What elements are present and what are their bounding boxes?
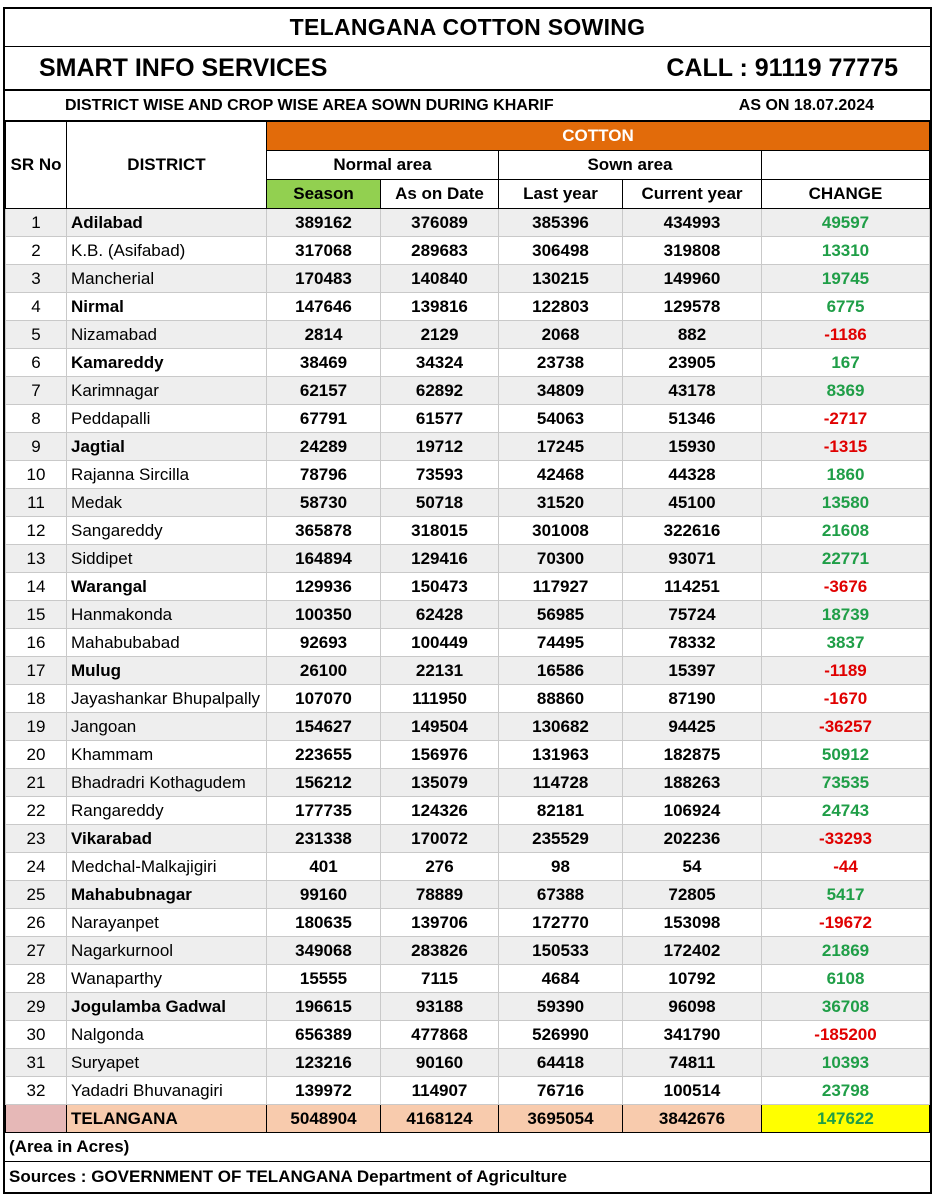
cell-district: Jogulamba Gadwal — [67, 993, 267, 1021]
table-row — [6, 909, 930, 937]
total-last-year: 3695054 — [499, 1105, 623, 1133]
cell-change: 73535 — [762, 769, 930, 797]
cell-district: Kamareddy — [67, 349, 267, 377]
cell-season: 180635 — [267, 909, 381, 937]
brand-bar — [5, 47, 930, 91]
cell-current-year: 45100 — [623, 489, 762, 517]
cell-current-year: 54 — [623, 853, 762, 881]
cell-as-on-date: 19712 — [381, 433, 499, 461]
cell-season: 170483 — [267, 265, 381, 293]
cell-district: Mulug — [67, 657, 267, 685]
cell-district: Yadadri Bhuvanagiri — [67, 1077, 267, 1105]
cell-change: -1670 — [762, 685, 930, 713]
units-note: (Area in Acres) — [5, 1133, 930, 1162]
cell-season: 196615 — [267, 993, 381, 1021]
cell-sr: 32 — [6, 1077, 67, 1105]
cell-as-on-date: 289683 — [381, 237, 499, 265]
cell-last-year: 74495 — [499, 629, 623, 657]
cell-district: Suryapet — [67, 1049, 267, 1077]
cell-season: 231338 — [267, 825, 381, 853]
table-row — [6, 237, 930, 265]
cell-current-year: 87190 — [623, 685, 762, 713]
cell-current-year: 149960 — [623, 265, 762, 293]
cell-sr: 23 — [6, 825, 67, 853]
cell-current-year: 100514 — [623, 1077, 762, 1105]
report-title: TELANGANA COTTON SOWING — [5, 9, 930, 47]
cell-as-on-date: 50718 — [381, 489, 499, 517]
cell-season: 139972 — [267, 1077, 381, 1105]
cell-sr: 22 — [6, 797, 67, 825]
cell-sr: 5 — [6, 321, 67, 349]
cell-season: 58730 — [267, 489, 381, 517]
cell-change: -2717 — [762, 405, 930, 433]
cell-last-year: 306498 — [499, 237, 623, 265]
cell-as-on-date: 477868 — [381, 1021, 499, 1049]
col-header-cotton: COTTON — [267, 122, 930, 151]
cell-current-year: 182875 — [623, 741, 762, 769]
cell-current-year: 94425 — [623, 713, 762, 741]
cell-district: Vikarabad — [67, 825, 267, 853]
cell-as-on-date: 135079 — [381, 769, 499, 797]
cell-current-year: 78332 — [623, 629, 762, 657]
cell-last-year: 122803 — [499, 293, 623, 321]
cell-as-on-date: 156976 — [381, 741, 499, 769]
table-row — [6, 685, 930, 713]
table-row — [6, 881, 930, 909]
cell-current-year: 172402 — [623, 937, 762, 965]
cell-sr: 9 — [6, 433, 67, 461]
cell-as-on-date: 22131 — [381, 657, 499, 685]
cell-last-year: 56985 — [499, 601, 623, 629]
col-header-blank — [762, 151, 930, 180]
cell-current-year: 15930 — [623, 433, 762, 461]
cell-season: 223655 — [267, 741, 381, 769]
cell-as-on-date: 140840 — [381, 265, 499, 293]
cell-as-on-date: 129416 — [381, 545, 499, 573]
cell-sr: 7 — [6, 377, 67, 405]
table-row — [6, 797, 930, 825]
cell-season: 92693 — [267, 629, 381, 657]
cell-last-year: 59390 — [499, 993, 623, 1021]
col-header-sr: SR No — [6, 122, 67, 209]
cell-as-on-date: 276 — [381, 853, 499, 881]
cell-last-year: 301008 — [499, 517, 623, 545]
table-row — [6, 321, 930, 349]
col-header-change: CHANGE — [762, 180, 930, 209]
cell-last-year: 114728 — [499, 769, 623, 797]
cell-sr: 26 — [6, 909, 67, 937]
cell-change: -1186 — [762, 321, 930, 349]
table-row — [6, 629, 930, 657]
cell-sr: 2 — [6, 237, 67, 265]
cell-current-year: 202236 — [623, 825, 762, 853]
col-header-district: DISTRICT — [67, 122, 267, 209]
cell-last-year: 82181 — [499, 797, 623, 825]
cell-district: Siddipet — [67, 545, 267, 573]
cell-current-year: 129578 — [623, 293, 762, 321]
cell-change: 24743 — [762, 797, 930, 825]
table-row — [6, 601, 930, 629]
cell-season: 156212 — [267, 769, 381, 797]
cell-change: -33293 — [762, 825, 930, 853]
cell-current-year: 114251 — [623, 573, 762, 601]
cell-as-on-date: 2129 — [381, 321, 499, 349]
cell-change: 13580 — [762, 489, 930, 517]
table-row — [6, 461, 930, 489]
table-body — [6, 209, 930, 1105]
cell-sr: 29 — [6, 993, 67, 1021]
cell-current-year: 434993 — [623, 209, 762, 237]
total-label: TELANGANA — [67, 1105, 267, 1133]
table-row — [6, 741, 930, 769]
cell-sr: 27 — [6, 937, 67, 965]
table-row — [6, 825, 930, 853]
cell-sr: 8 — [6, 405, 67, 433]
cell-change: 5417 — [762, 881, 930, 909]
table-row — [6, 265, 930, 293]
cell-as-on-date: 149504 — [381, 713, 499, 741]
cell-sr: 17 — [6, 657, 67, 685]
cell-season: 62157 — [267, 377, 381, 405]
cell-season: 67791 — [267, 405, 381, 433]
cell-sr: 19 — [6, 713, 67, 741]
cell-district: Wanaparthy — [67, 965, 267, 993]
cell-as-on-date: 61577 — [381, 405, 499, 433]
cell-last-year: 64418 — [499, 1049, 623, 1077]
table-row — [6, 545, 930, 573]
cell-last-year: 117927 — [499, 573, 623, 601]
cell-district: Nirmal — [67, 293, 267, 321]
table-row — [6, 1049, 930, 1077]
cell-last-year: 76716 — [499, 1077, 623, 1105]
table-row — [6, 573, 930, 601]
cell-as-on-date: 114907 — [381, 1077, 499, 1105]
cell-last-year: 172770 — [499, 909, 623, 937]
cell-change: 21869 — [762, 937, 930, 965]
cell-season: 317068 — [267, 237, 381, 265]
cell-sr: 1 — [6, 209, 67, 237]
cell-current-year: 75724 — [623, 601, 762, 629]
cell-current-year: 10792 — [623, 965, 762, 993]
cell-change: -44 — [762, 853, 930, 881]
cell-season: 99160 — [267, 881, 381, 909]
cell-change: 3837 — [762, 629, 930, 657]
cell-change: 23798 — [762, 1077, 930, 1105]
cell-district: Adilabad — [67, 209, 267, 237]
table-row — [6, 517, 930, 545]
cell-change: 167 — [762, 349, 930, 377]
cell-season: 26100 — [267, 657, 381, 685]
table-row — [6, 769, 930, 797]
cell-season: 24289 — [267, 433, 381, 461]
cell-district: Jayashankar Bhupalpally — [67, 685, 267, 713]
table-row — [6, 349, 930, 377]
cell-last-year: 130682 — [499, 713, 623, 741]
cell-last-year: 70300 — [499, 545, 623, 573]
table-row — [6, 657, 930, 685]
cell-sr: 14 — [6, 573, 67, 601]
table-row — [6, 377, 930, 405]
cell-current-year: 341790 — [623, 1021, 762, 1049]
cell-as-on-date: 139816 — [381, 293, 499, 321]
total-current-year: 3842676 — [623, 1105, 762, 1133]
table-row — [6, 293, 930, 321]
cell-as-on-date: 62892 — [381, 377, 499, 405]
cell-change: 50912 — [762, 741, 930, 769]
cell-sr: 3 — [6, 265, 67, 293]
table-row — [6, 965, 930, 993]
cell-district: Mahabubnagar — [67, 881, 267, 909]
report-subtitle: DISTRICT WISE AND CROP WISE AREA SOWN DURING KHARIF — [65, 96, 554, 114]
cell-district: Sangareddy — [67, 517, 267, 545]
subtitle-bar — [5, 91, 930, 121]
cell-sr: 12 — [6, 517, 67, 545]
cell-change: 49597 — [762, 209, 930, 237]
cell-sr: 15 — [6, 601, 67, 629]
total-as-on-date: 4168124 — [381, 1105, 499, 1133]
cell-district: Khammam — [67, 741, 267, 769]
table-row — [6, 1021, 930, 1049]
cell-last-year: 31520 — [499, 489, 623, 517]
report-sheet — [3, 7, 932, 1194]
cell-season: 164894 — [267, 545, 381, 573]
cell-district: Bhadradri Kothagudem — [67, 769, 267, 797]
col-header-sown-area: Sown area — [499, 151, 762, 180]
cell-current-year: 188263 — [623, 769, 762, 797]
cell-district: Medchal-Malkajigiri — [67, 853, 267, 881]
cell-last-year: 17245 — [499, 433, 623, 461]
cell-season: 656389 — [267, 1021, 381, 1049]
col-header-normal-area: Normal area — [267, 151, 499, 180]
cell-last-year: 235529 — [499, 825, 623, 853]
cell-change: -1315 — [762, 433, 930, 461]
cell-as-on-date: 90160 — [381, 1049, 499, 1077]
cell-last-year: 130215 — [499, 265, 623, 293]
cell-season: 123216 — [267, 1049, 381, 1077]
cell-district: Hanmakonda — [67, 601, 267, 629]
table-row — [6, 489, 930, 517]
cell-change: 22771 — [762, 545, 930, 573]
cell-last-year: 150533 — [499, 937, 623, 965]
cell-change: 6775 — [762, 293, 930, 321]
cell-last-year: 526990 — [499, 1021, 623, 1049]
cell-as-on-date: 111950 — [381, 685, 499, 713]
cell-season: 401 — [267, 853, 381, 881]
cell-current-year: 74811 — [623, 1049, 762, 1077]
cell-as-on-date: 124326 — [381, 797, 499, 825]
cell-change: 13310 — [762, 237, 930, 265]
cell-last-year: 42468 — [499, 461, 623, 489]
total-sr — [6, 1105, 67, 1133]
cell-current-year: 23905 — [623, 349, 762, 377]
cell-change: 10393 — [762, 1049, 930, 1077]
source-note: Sources : GOVERNMENT OF TELANGANA Department of Agriculture — [9, 1167, 567, 1186]
brand-name: SMART INFO SERVICES — [39, 53, 328, 82]
cell-last-year: 2068 — [499, 321, 623, 349]
cell-change: -19672 — [762, 909, 930, 937]
as-on-date: AS ON 18.07.2024 — [738, 96, 874, 114]
cell-season: 15555 — [267, 965, 381, 993]
table-row — [6, 993, 930, 1021]
cotton-sowing-table — [5, 121, 930, 1133]
col-header-last-year: Last year — [499, 180, 623, 209]
col-header-as-on-date: As on Date — [381, 180, 499, 209]
cell-change: -36257 — [762, 713, 930, 741]
table-row — [6, 405, 930, 433]
cell-last-year: 4684 — [499, 965, 623, 993]
cell-sr: 4 — [6, 293, 67, 321]
cell-change: 36708 — [762, 993, 930, 1021]
cell-district: Nagarkurnool — [67, 937, 267, 965]
cell-sr: 20 — [6, 741, 67, 769]
cell-change: -185200 — [762, 1021, 930, 1049]
cell-current-year: 43178 — [623, 377, 762, 405]
cell-last-year: 385396 — [499, 209, 623, 237]
cell-current-year: 44328 — [623, 461, 762, 489]
cell-sr: 24 — [6, 853, 67, 881]
cell-district: Warangal — [67, 573, 267, 601]
table-row — [6, 937, 930, 965]
cell-as-on-date: 139706 — [381, 909, 499, 937]
cell-as-on-date: 62428 — [381, 601, 499, 629]
cell-current-year: 15397 — [623, 657, 762, 685]
table-row — [6, 433, 930, 461]
cell-as-on-date: 150473 — [381, 573, 499, 601]
cell-change: 19745 — [762, 265, 930, 293]
cell-current-year: 322616 — [623, 517, 762, 545]
cell-season: 147646 — [267, 293, 381, 321]
cell-season: 365878 — [267, 517, 381, 545]
cell-district: Mahabubabad — [67, 629, 267, 657]
cell-season: 2814 — [267, 321, 381, 349]
cell-sr: 11 — [6, 489, 67, 517]
cell-current-year: 153098 — [623, 909, 762, 937]
cell-sr: 30 — [6, 1021, 67, 1049]
cell-as-on-date: 73593 — [381, 461, 499, 489]
cell-as-on-date: 318015 — [381, 517, 499, 545]
cell-as-on-date: 376089 — [381, 209, 499, 237]
cell-district: Narayanpet — [67, 909, 267, 937]
cell-last-year: 67388 — [499, 881, 623, 909]
cell-season: 349068 — [267, 937, 381, 965]
cell-change: 21608 — [762, 517, 930, 545]
cell-last-year: 131963 — [499, 741, 623, 769]
cell-last-year: 16586 — [499, 657, 623, 685]
col-header-season: Season — [267, 180, 381, 209]
cell-current-year: 106924 — [623, 797, 762, 825]
cell-last-year: 98 — [499, 853, 623, 881]
total-row — [6, 1105, 930, 1133]
cell-as-on-date: 93188 — [381, 993, 499, 1021]
cell-as-on-date: 7115 — [381, 965, 499, 993]
cell-last-year: 23738 — [499, 349, 623, 377]
cell-district: Peddapalli — [67, 405, 267, 433]
cell-current-year: 72805 — [623, 881, 762, 909]
table-row — [6, 713, 930, 741]
cell-change: -3676 — [762, 573, 930, 601]
cell-season: 38469 — [267, 349, 381, 377]
cell-current-year: 96098 — [623, 993, 762, 1021]
cell-sr: 21 — [6, 769, 67, 797]
table-header — [6, 122, 930, 209]
cell-district: Rangareddy — [67, 797, 267, 825]
cell-change: -1189 — [762, 657, 930, 685]
cell-current-year: 319808 — [623, 237, 762, 265]
cell-last-year: 34809 — [499, 377, 623, 405]
cell-last-year: 88860 — [499, 685, 623, 713]
cell-as-on-date: 78889 — [381, 881, 499, 909]
cell-change: 8369 — [762, 377, 930, 405]
cell-district: Mancherial — [67, 265, 267, 293]
cell-season: 154627 — [267, 713, 381, 741]
total-change: 147622 — [762, 1105, 930, 1133]
cell-change: 1860 — [762, 461, 930, 489]
cell-as-on-date: 283826 — [381, 937, 499, 965]
table-row — [6, 1077, 930, 1105]
table-row — [6, 209, 930, 237]
table-row — [6, 853, 930, 881]
total-season: 5048904 — [267, 1105, 381, 1133]
cell-change: 6108 — [762, 965, 930, 993]
cell-current-year: 882 — [623, 321, 762, 349]
cell-current-year: 93071 — [623, 545, 762, 573]
cell-district: K.B. (Asifabad) — [67, 237, 267, 265]
cell-last-year: 54063 — [499, 405, 623, 433]
cell-sr: 6 — [6, 349, 67, 377]
cell-season: 389162 — [267, 209, 381, 237]
cell-as-on-date: 34324 — [381, 349, 499, 377]
cell-season: 100350 — [267, 601, 381, 629]
cell-change: 18739 — [762, 601, 930, 629]
cell-season: 129936 — [267, 573, 381, 601]
cell-district: Karimnagar — [67, 377, 267, 405]
cell-season: 177735 — [267, 797, 381, 825]
cell-district: Rajanna Sircilla — [67, 461, 267, 489]
cell-as-on-date: 170072 — [381, 825, 499, 853]
cell-district: Medak — [67, 489, 267, 517]
col-header-current-year: Current year — [623, 180, 762, 209]
cell-district: Jangoan — [67, 713, 267, 741]
cell-district: Jagtial — [67, 433, 267, 461]
cell-sr: 10 — [6, 461, 67, 489]
cell-as-on-date: 100449 — [381, 629, 499, 657]
cell-sr: 13 — [6, 545, 67, 573]
cell-sr: 28 — [6, 965, 67, 993]
cell-sr: 25 — [6, 881, 67, 909]
cell-season: 78796 — [267, 461, 381, 489]
call-number: CALL : 91119 77775 — [666, 53, 898, 82]
cell-district: Nalgonda — [67, 1021, 267, 1049]
cell-sr: 18 — [6, 685, 67, 713]
cell-sr: 31 — [6, 1049, 67, 1077]
cell-sr: 16 — [6, 629, 67, 657]
cell-district: Nizamabad — [67, 321, 267, 349]
cell-season: 107070 — [267, 685, 381, 713]
table-total — [6, 1105, 930, 1133]
cell-current-year: 51346 — [623, 405, 762, 433]
